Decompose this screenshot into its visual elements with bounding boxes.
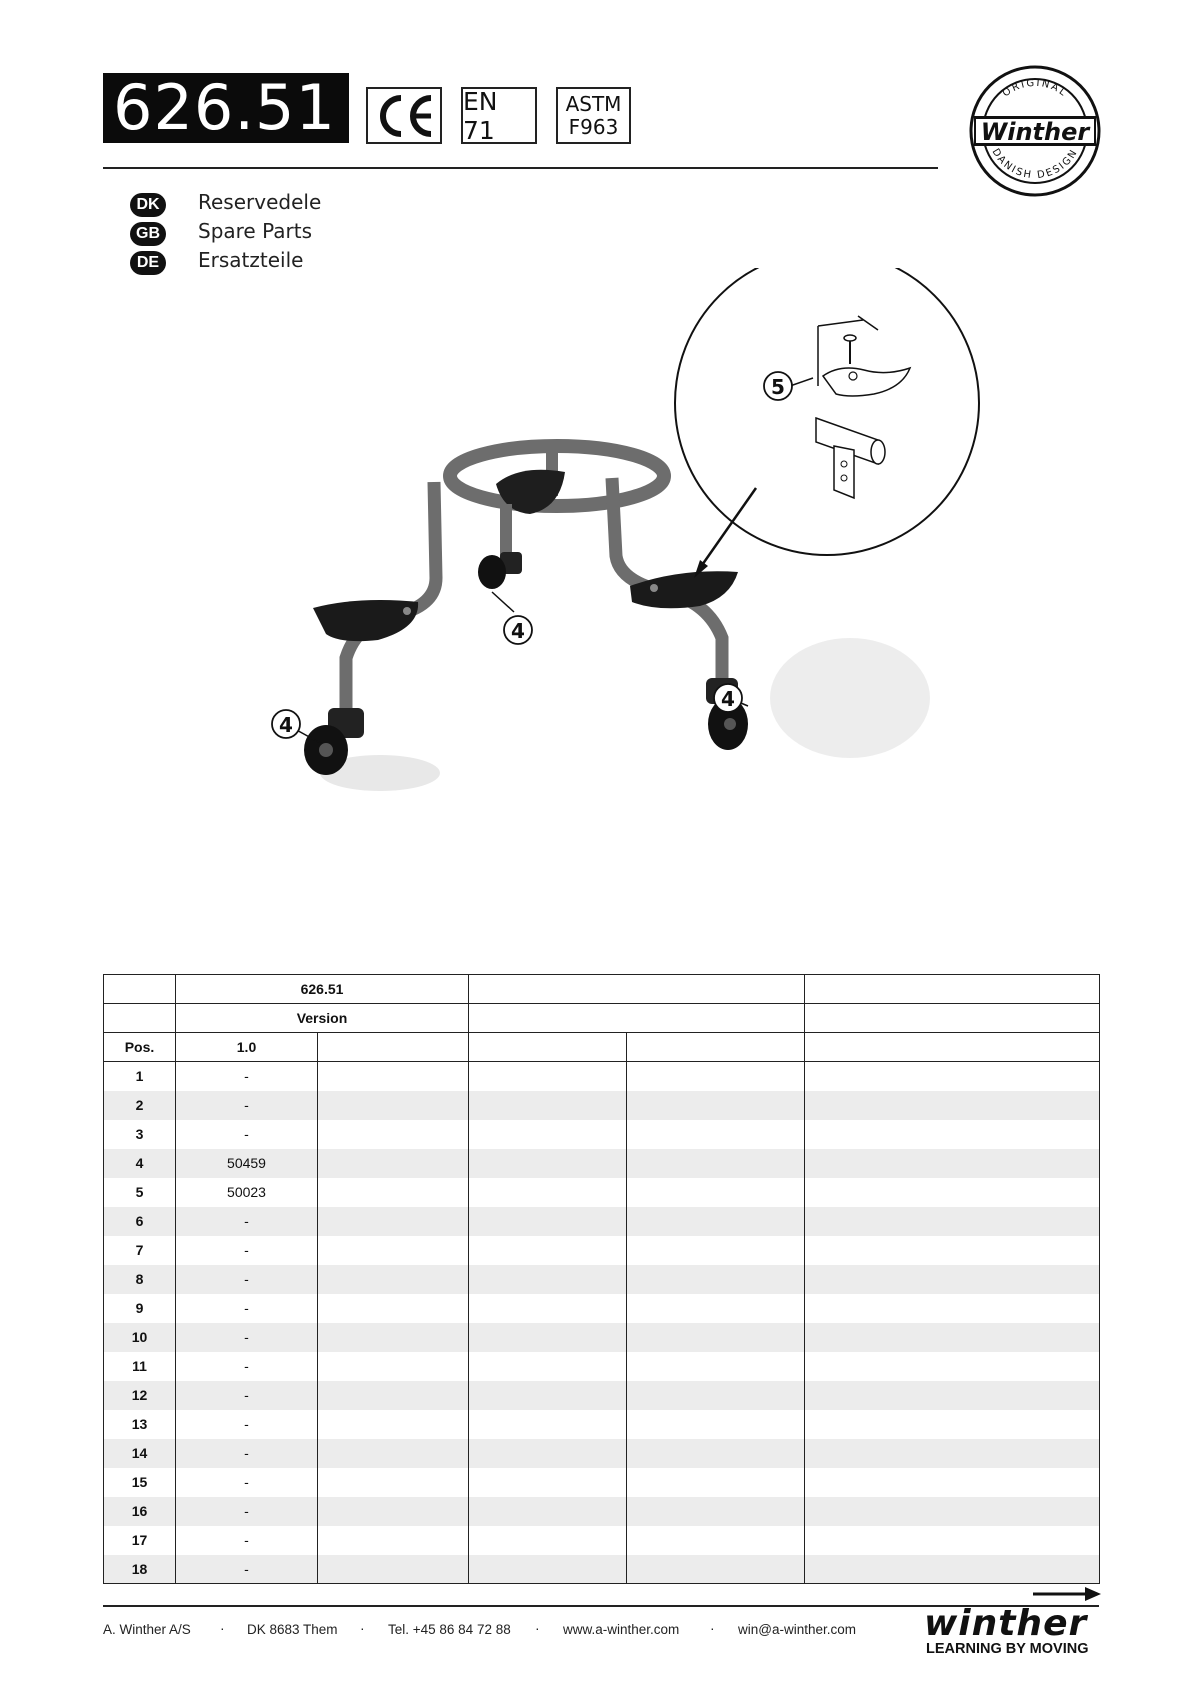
row-empty-cell — [318, 1149, 469, 1178]
next-page-arrow-icon — [1033, 1585, 1101, 1603]
row-empty-cell — [469, 1323, 627, 1352]
row-empty-cell — [469, 1352, 627, 1381]
row-part-number: 50023 — [176, 1178, 318, 1207]
row-empty-cell — [318, 1323, 469, 1352]
table-row — [104, 1265, 1100, 1294]
lang-row-gb — [130, 219, 312, 246]
lang-row-dk — [130, 190, 322, 217]
footer-separator: · — [220, 1620, 225, 1636]
row-empty-cell — [805, 1236, 1100, 1265]
row-empty-cell — [805, 1555, 1100, 1584]
ce-mark — [366, 87, 442, 144]
row-part-number: - — [176, 1497, 318, 1526]
row-empty-cell — [318, 1555, 469, 1584]
row-empty-cell — [805, 1323, 1100, 1352]
row-part-number: - — [176, 1555, 318, 1584]
lang-badge-de: DE — [130, 251, 166, 275]
table-row — [104, 1207, 1100, 1236]
row-pos: 18 — [104, 1555, 176, 1584]
footer-tagline: LEARNING BY MOVING — [926, 1641, 1089, 1657]
callout-4-right — [714, 684, 742, 712]
row-part-number: - — [176, 1091, 318, 1120]
row-empty-cell — [469, 1381, 627, 1410]
row-empty-cell — [627, 1178, 805, 1207]
row-part-number: - — [176, 1236, 318, 1265]
table-row — [104, 1555, 1100, 1584]
right-seat — [630, 571, 738, 608]
table-row — [104, 1062, 1100, 1091]
lang-label-dk: Reservedele — [198, 190, 322, 214]
row-empty-cell — [318, 1497, 469, 1526]
row-pos: 9 — [104, 1294, 176, 1323]
row-empty-cell — [469, 1294, 627, 1323]
row-empty-cell — [805, 1381, 1100, 1410]
table-row — [104, 1091, 1100, 1120]
row-part-number: - — [176, 1120, 318, 1149]
row-pos: 16 — [104, 1497, 176, 1526]
footer-separator: · — [710, 1620, 715, 1636]
detail-circle — [675, 268, 979, 555]
row-empty-cell — [627, 1236, 805, 1265]
svg-text:4: 4 — [279, 713, 293, 737]
row-pos: 17 — [104, 1526, 176, 1555]
table-row — [104, 1294, 1100, 1323]
row-empty-cell — [805, 1062, 1100, 1091]
astm-line2: F963 — [568, 114, 619, 139]
table-row — [104, 1497, 1100, 1526]
row-empty-cell — [318, 1294, 469, 1323]
spare-parts-table — [103, 974, 1100, 1584]
callout-4-left — [272, 710, 300, 738]
table-body — [104, 1062, 1100, 1584]
row-empty-cell — [469, 1497, 627, 1526]
row-empty-cell — [805, 1352, 1100, 1381]
lang-label-de: Ersatzteile — [198, 248, 304, 272]
footer-address: DK 8683 Them — [247, 1622, 338, 1637]
footer-website[interactable]: www.a-winther.com — [563, 1622, 680, 1637]
row-empty-cell — [318, 1468, 469, 1497]
row-part-number: - — [176, 1062, 318, 1091]
table-version-value: 1.0 — [176, 1033, 318, 1062]
row-empty-cell — [469, 1178, 627, 1207]
row-empty-cell — [318, 1381, 469, 1410]
svg-text:4: 4 — [721, 687, 735, 711]
row-empty-cell — [318, 1526, 469, 1555]
lang-label-gb: Spare Parts — [198, 219, 312, 243]
row-part-number: - — [176, 1468, 318, 1497]
model-number: 626.51 — [103, 73, 349, 143]
table-row — [104, 1381, 1100, 1410]
row-empty-cell — [318, 1207, 469, 1236]
row-pos: 7 — [104, 1236, 176, 1265]
svg-text:4: 4 — [511, 619, 525, 643]
table-header-pos-row — [104, 1033, 1100, 1062]
row-pos: 4 — [104, 1149, 176, 1178]
winther-logo — [968, 64, 1102, 198]
row-empty-cell — [318, 1352, 469, 1381]
callout-4-back — [504, 616, 532, 644]
table-row — [104, 1352, 1100, 1381]
row-empty-cell — [318, 1410, 469, 1439]
logo-top-text: ORIGINAL — [1000, 77, 1070, 100]
row-empty-cell — [318, 1062, 469, 1091]
row-part-number: - — [176, 1352, 318, 1381]
table-row — [104, 1439, 1100, 1468]
row-empty-cell — [469, 1062, 627, 1091]
row-part-number: - — [176, 1207, 318, 1236]
row-empty-cell — [318, 1091, 469, 1120]
row-empty-cell — [627, 1468, 805, 1497]
row-empty-cell — [627, 1294, 805, 1323]
row-part-number: - — [176, 1410, 318, 1439]
row-pos: 6 — [104, 1207, 176, 1236]
astm-badge — [556, 87, 631, 144]
row-empty-cell — [805, 1410, 1100, 1439]
row-pos: 5 — [104, 1178, 176, 1207]
row-pos: 14 — [104, 1439, 176, 1468]
row-part-number: - — [176, 1439, 318, 1468]
row-part-number: - — [176, 1265, 318, 1294]
row-empty-cell — [469, 1149, 627, 1178]
row-empty-cell — [469, 1439, 627, 1468]
table-pos-header: Pos. — [104, 1033, 176, 1062]
table-row — [104, 1468, 1100, 1497]
row-empty-cell — [627, 1120, 805, 1149]
footer-brand: winther — [924, 1603, 1088, 1644]
row-empty-cell — [318, 1120, 469, 1149]
row-empty-cell — [805, 1091, 1100, 1120]
table-row — [104, 1410, 1100, 1439]
en71-badge: EN 71 — [461, 87, 537, 144]
row-empty-cell — [805, 1497, 1100, 1526]
footer-email[interactable]: win@a-winther.com — [738, 1622, 856, 1637]
row-empty-cell — [805, 1294, 1100, 1323]
row-pos: 2 — [104, 1091, 176, 1120]
row-empty-cell — [627, 1526, 805, 1555]
row-empty-cell — [469, 1468, 627, 1497]
row-empty-cell — [627, 1207, 805, 1236]
product-illustration — [260, 268, 1020, 848]
table-row — [104, 1236, 1100, 1265]
row-part-number: 50459 — [176, 1149, 318, 1178]
lang-badge-gb: GB — [130, 222, 166, 246]
row-empty-cell — [805, 1207, 1100, 1236]
row-empty-cell — [469, 1410, 627, 1439]
astm-line1: ASTM — [565, 91, 622, 116]
row-empty-cell — [627, 1497, 805, 1526]
table-version-header: Version — [176, 1004, 469, 1033]
row-empty-cell — [627, 1381, 805, 1410]
row-pos: 12 — [104, 1381, 176, 1410]
row-empty-cell — [805, 1149, 1100, 1178]
row-empty-cell — [318, 1265, 469, 1294]
footer-separator: · — [535, 1620, 540, 1636]
row-empty-cell — [805, 1439, 1100, 1468]
callout-5 — [764, 372, 792, 400]
row-pos: 15 — [104, 1468, 176, 1497]
footer-separator: · — [360, 1620, 365, 1636]
logo-brand: Winther — [980, 118, 1090, 146]
row-empty-cell — [469, 1265, 627, 1294]
row-pos: 8 — [104, 1265, 176, 1294]
left-seat — [313, 600, 418, 641]
row-empty-cell — [318, 1178, 469, 1207]
table-row — [104, 1526, 1100, 1555]
row-empty-cell — [627, 1323, 805, 1352]
row-empty-cell — [627, 1091, 805, 1120]
table-row — [104, 1178, 1100, 1207]
table-row — [104, 1323, 1100, 1352]
footer-phone: Tel. +45 86 84 72 88 — [388, 1622, 511, 1637]
row-part-number: - — [176, 1526, 318, 1555]
row-part-number: - — [176, 1323, 318, 1352]
header-divider — [103, 167, 938, 169]
row-pos: 13 — [104, 1410, 176, 1439]
row-empty-cell — [318, 1439, 469, 1468]
ce-mark-icon — [371, 92, 437, 140]
row-part-number: - — [176, 1294, 318, 1323]
logo-bottom-text: DANISH DESIGN — [989, 146, 1081, 182]
row-empty-cell — [805, 1178, 1100, 1207]
lang-row-de — [130, 248, 304, 275]
table-header-model-row — [104, 975, 1100, 1004]
row-empty-cell — [627, 1062, 805, 1091]
row-empty-cell — [805, 1468, 1100, 1497]
table-row — [104, 1120, 1100, 1149]
row-empty-cell — [805, 1265, 1100, 1294]
row-empty-cell — [805, 1526, 1100, 1555]
row-empty-cell — [469, 1120, 627, 1149]
table-header-version-row — [104, 1004, 1100, 1033]
row-empty-cell — [627, 1410, 805, 1439]
row-empty-cell — [627, 1439, 805, 1468]
footer-company: A. Winther A/S — [103, 1622, 191, 1637]
svg-text:5: 5 — [771, 375, 785, 399]
row-pos: 10 — [104, 1323, 176, 1352]
row-empty-cell — [469, 1207, 627, 1236]
row-pos: 1 — [104, 1062, 176, 1091]
row-empty-cell — [469, 1555, 627, 1584]
row-part-number: - — [176, 1381, 318, 1410]
row-pos: 3 — [104, 1120, 176, 1149]
row-empty-cell — [627, 1555, 805, 1584]
row-empty-cell — [469, 1236, 627, 1265]
row-empty-cell — [627, 1265, 805, 1294]
row-empty-cell — [469, 1526, 627, 1555]
row-empty-cell — [627, 1149, 805, 1178]
table-model-header: 626.51 — [176, 975, 469, 1004]
back-caster — [478, 555, 506, 589]
lang-badge-dk: DK — [130, 193, 166, 217]
row-empty-cell — [805, 1120, 1100, 1149]
table-row — [104, 1149, 1100, 1178]
row-pos: 11 — [104, 1352, 176, 1381]
row-empty-cell — [469, 1091, 627, 1120]
row-empty-cell — [318, 1236, 469, 1265]
row-empty-cell — [627, 1352, 805, 1381]
